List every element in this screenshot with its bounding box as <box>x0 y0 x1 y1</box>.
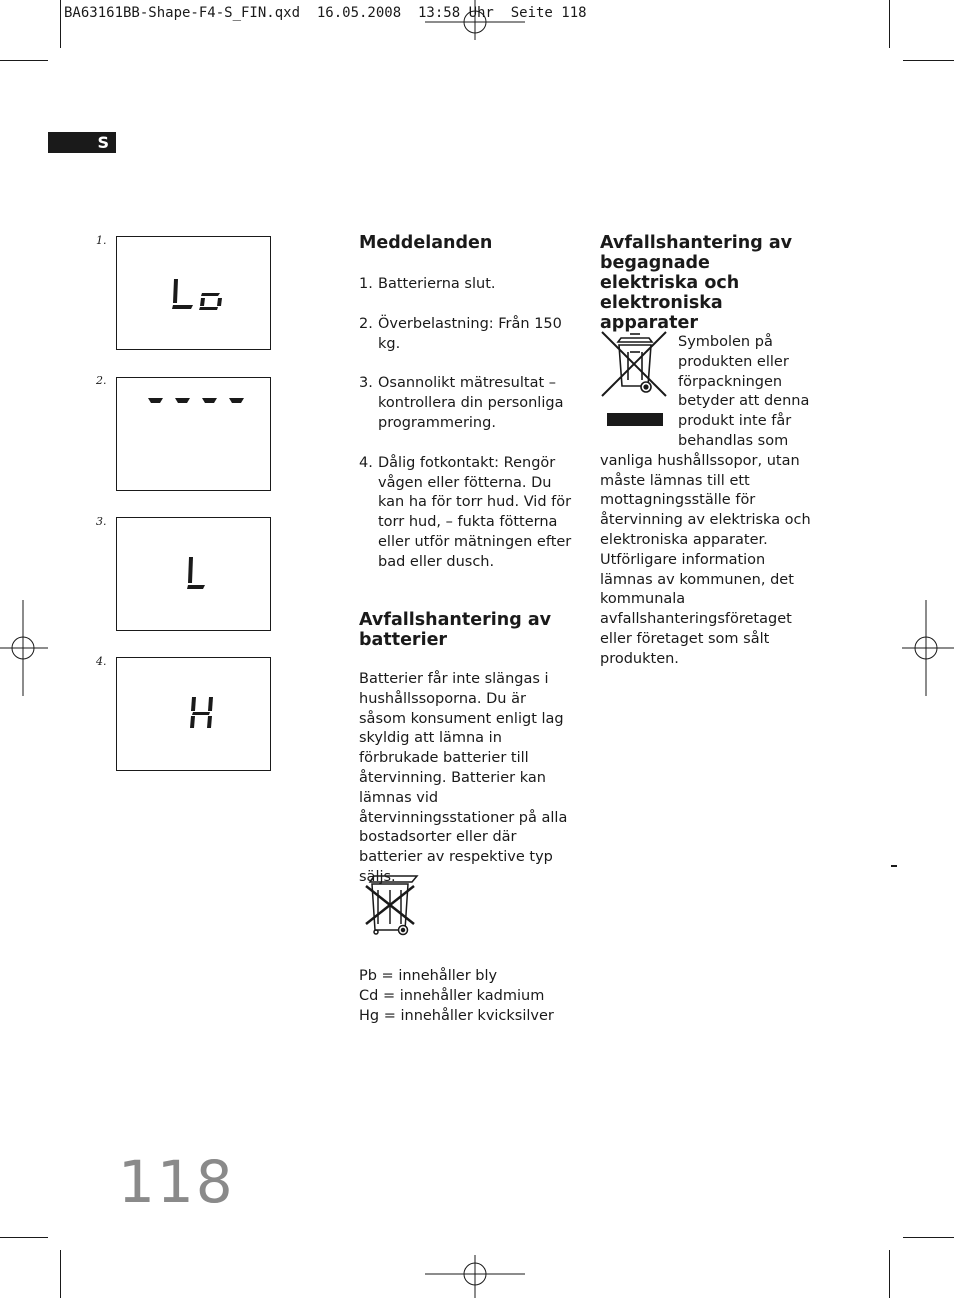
list-item: 2. Överbelastning: Från 150 kg. <box>359 315 562 352</box>
meddelanden-heading: Meddelanden <box>359 233 493 253</box>
legend-item-hg: Hg = innehåller kvicksilver <box>359 1007 554 1024</box>
batterier-body: Batterier får inte slängas i hushållssoporna. Du är såsom konsument enligt lag skyldig att lämna in förbrukade batterier till återvinning. Batterier kan lämnas vid återvinningsstationer på alla bostadsorter eller där batterier av respektive typ säljs. <box>359 671 568 885</box>
legend-item-cd: Cd = innehåller kadmium <box>359 987 545 1004</box>
list-item: 1. Batterierna slut. <box>359 276 496 292</box>
batterier-heading: Avfallshantering av batterier <box>359 610 552 650</box>
elektriska-heading: Avfallshantering av begagnade elektriska och elektroniska apparater <box>600 233 793 333</box>
display-figure-dashes <box>116 377 271 491</box>
figure-number-2: 2. <box>96 374 107 387</box>
lcd-l-icon <box>117 518 270 630</box>
lcd-lo-icon <box>117 237 270 349</box>
heavy-metal-legend <box>359 967 589 1026</box>
registration-mark-bottom <box>425 1255 525 1298</box>
lcd-dashes-icon <box>117 378 270 490</box>
display-figure-l <box>116 517 271 631</box>
registration-mark-right <box>902 600 954 696</box>
print-slug: BA63161BB-Shape-F4-S_FIN.qxd 16.05.2008 13:58 Uhr Seite 118 <box>64 5 587 21</box>
language-tab <box>48 132 116 153</box>
language-tab-label: S <box>97 133 109 152</box>
elektriska-body: Symbolen på produkten eller förpackningen betyder att denna produkt inte får behandlas som vanliga hushållssopor, utan måste lämnas till ett mottagningsställe för återvinning av elektriska och elektroniska apparater. Utförligare information lämnas av kommunen, det kommunala avfallshanteringsföretaget eller företaget som sålt produkten. <box>600 334 811 667</box>
figure-number-4: 4. <box>96 655 107 668</box>
registration-mark-left <box>0 600 50 696</box>
figure-number-1: 1. <box>96 234 107 247</box>
legend-item-pb: Pb = innehåller bly <box>359 968 498 984</box>
battery-bin-crossed-icon <box>364 872 420 938</box>
display-figure-h <box>116 657 271 771</box>
list-item: 3. Osannolikt mätresultat – kontrollera din personliga programmering. <box>359 375 564 431</box>
meddelanden-list <box>359 275 574 573</box>
lcd-h-icon <box>117 658 270 770</box>
display-figure-lo <box>116 236 271 350</box>
figure-number-3: 3. <box>96 515 107 528</box>
list-item: 4. Dålig fotkontakt: Rengör vågen eller fötterna. Du kan ha för torr hud. Vid för torr hud, – fukta fötterna eller utför mätningen efter bad eller dusch. <box>359 454 572 570</box>
page-number: 118 <box>118 1148 235 1216</box>
